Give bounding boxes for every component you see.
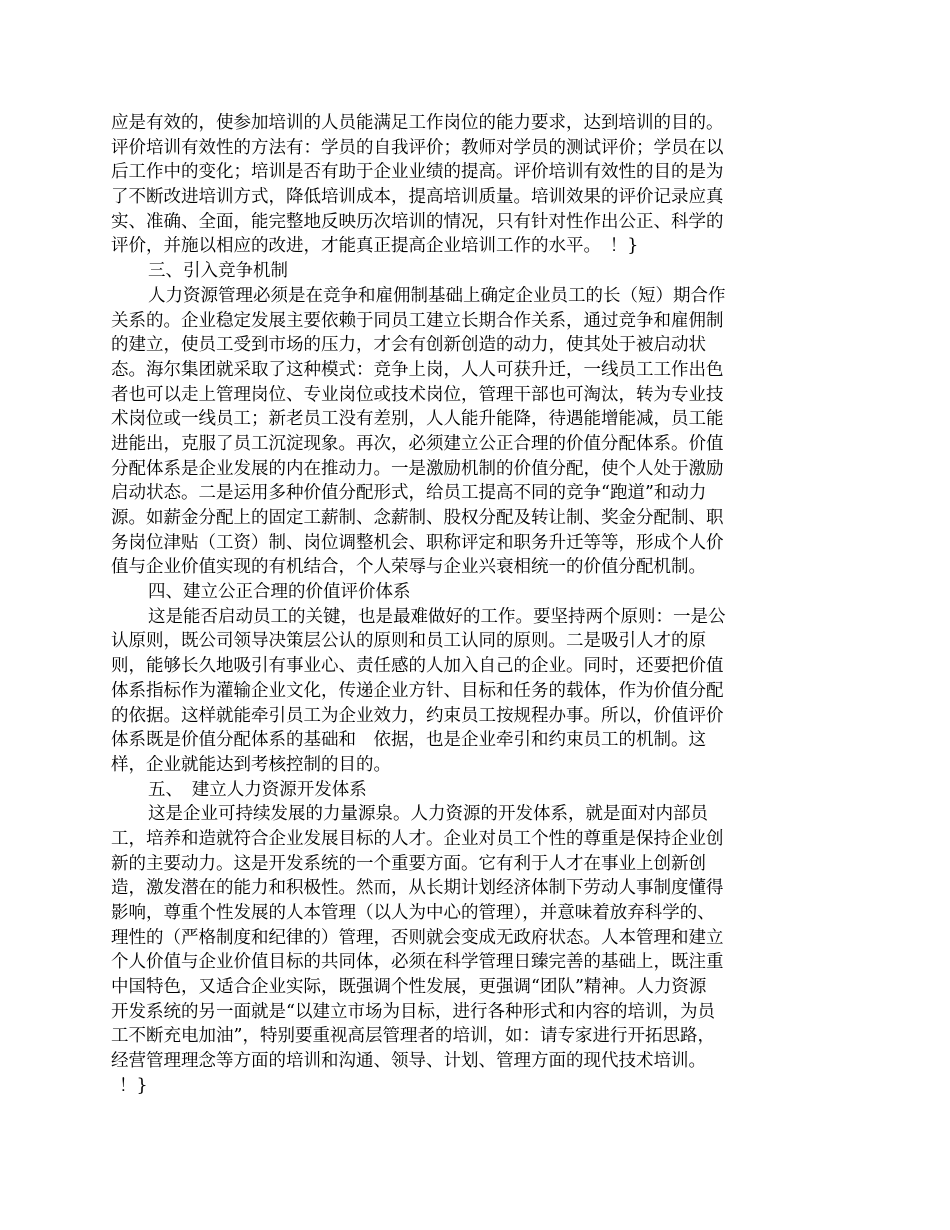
paragraph-line: 源。如薪金分配上的固定工薪制、念薪制、股权分配及转让制、奖金分配制、职 <box>111 508 724 528</box>
paragraph-line: 工，培养和造就符合企业发展目标的人才。企业对员工个性的尊重是保持企业创 <box>111 828 724 849</box>
document-body <box>111 111 841 1099</box>
paragraph-line-indented: 四、建立公正合理的价值评价体系 <box>148 582 411 603</box>
paragraph-line: 新的主要动力。这是开发系统的一个重要方面。它有利于人才在事业上创新创 <box>111 853 706 874</box>
paragraph-line: 评价培训有效性的方法有：学员的自我评价；教师对学员的测试评价；学员在以 <box>111 137 724 158</box>
paragraph-line-indented: 这是企业可持续发展的力量源泉。人力资源的开发体系，就是面对内部员 <box>148 804 708 825</box>
paragraph-line: 进能出，克服了员工沉淀现象。再次，必须建立公正合理的价值分配体系。价值 <box>111 433 724 454</box>
paragraph-line: 则，能够长久地吸引有事业心、责任感的人加入自己的企业。同时，还要把价值 <box>111 656 724 677</box>
paragraph-line: 工不断充电加油”，特别要重视高层管理者的培训，如：请专家进行开拓思路， <box>111 1026 715 1047</box>
paragraph-line: 启动状态。二是运用多种价值分配形式，给员工提高不同的竞争“跑道”和动力 <box>111 483 707 504</box>
paragraph-line: 开发系统的另一面就是“以建立市场为目标，进行各种形式和内容的培训，为员 <box>111 1001 715 1022</box>
paragraph-line: 造，激发潜在的能力和积极性。然而，从长期计划经济体制下劳动人事制度懂得 <box>111 878 724 899</box>
paragraph-line: 实、准确、全面，能完整地反映历次培训的情况，只有针对性作出公正、科学的 <box>111 211 724 232</box>
paragraph-line: 体系既是价值分配体系的基础和 依据，也是企业牵引和约束员工的机制。这 <box>111 730 706 751</box>
paragraph-line: 应是有效的，使参加培训的人员能满足工作岗位的能力要求，达到培训的目的。 <box>111 113 724 133</box>
paragraph-line: 务岗位津贴（工资）制、岗位调整机会、职称评定和职务升迁等等，形成个人价 <box>111 532 724 553</box>
paragraph-line: 的依据。这样就能牵引员工为企业效力，约束员工按规程办事。所以，价值评价 <box>111 705 724 726</box>
paragraph-line: 值与企业价值实现的有机结合，个人荣辱与企业兴衰相统一的价值分配机制。 <box>111 557 706 578</box>
paragraph-line-indented: 三、引入竞争机制 <box>148 261 288 282</box>
paragraph-line: 体系指标作为灌输企业文化，传递企业方针、目标和任务的载体，作为价值分配 <box>111 680 724 701</box>
paragraph-line: 认原则，既公司领导决策层公认的原则和员工认同的原则。二是吸引人才的原 <box>111 631 706 652</box>
paragraph-line: 经营管理理念等方面的培训和沟通、领导、计划、管理方面的现代技术培训。 <box>111 1051 706 1072</box>
paragraph-line: 评价，并施以相应的改进，才能真正提高企业培训工作的水平。 ！} <box>111 236 639 257</box>
paragraph-line-indented: 五、 建立人力资源开发体系 <box>148 779 367 800</box>
paragraph-line: 样，企业就能达到考核控制的目的。 <box>111 754 391 775</box>
paragraph-line: 理性的（严格制度和纪律的）管理，否则就会变成无政府状态。人本管理和建立 <box>111 927 724 948</box>
paragraph-line: 影响，尊重个性发展的人本管理（以人为中心的管理），并意味着放弃科学的、 <box>111 903 715 923</box>
paragraph-line: ！} <box>119 1075 148 1096</box>
paragraph-line-indented: 人力资源管理必须是在竞争和雇佣制基础上确定企业员工的长（短）期合作 <box>148 285 726 306</box>
paragraph-line: 分配体系是企业发展的内在推动力。一是激励机制的价值分配，使个人处于激励 <box>111 458 724 479</box>
paragraph-line: 后工作中的变化；培训是否有助于企业业绩的提高。评价培训有效性的目的是为 <box>111 162 724 183</box>
paragraph-line: 术岗位或一线员工；新老员工没有差别，人人能升能降，待遇能增能减，员工能 <box>111 409 724 430</box>
paragraph-line: 个人价值与企业价值目标的共同体，必须在科学管理日臻完善的基础上，既注重 <box>111 952 724 973</box>
paragraph-line: 中国特色，又适合企业实际，既强调个性发展，更强调“团队”精神。人力资源 <box>111 977 707 998</box>
paragraph-line: 态。海尔集团就采取了这种模式：竞争上岗，人人可获升迁，一线员工工作出色 <box>111 359 724 380</box>
paragraph-line: 关系的。企业稳定发展主要依赖于同员工建立长期合作关系，通过竞争和雇佣制 <box>111 310 724 331</box>
paragraph-line: 者也可以走上管理岗位、专业岗位或技术岗位，管理干部也可淘汰，转为专业技 <box>111 384 724 405</box>
paragraph-line-indented: 这是能否启动员工的关键，也是最难做好的工作。要坚持两个原则：一是公 <box>148 606 726 627</box>
paragraph-line: 了不断改进培训方式，降低培训成本，提高培训质量。培训效果的评价记录应真 <box>111 187 724 208</box>
paragraph-line: 的建立，使员工受到市场的压力，才会有创新创造的动力，使其处于被启动状 <box>111 335 706 356</box>
